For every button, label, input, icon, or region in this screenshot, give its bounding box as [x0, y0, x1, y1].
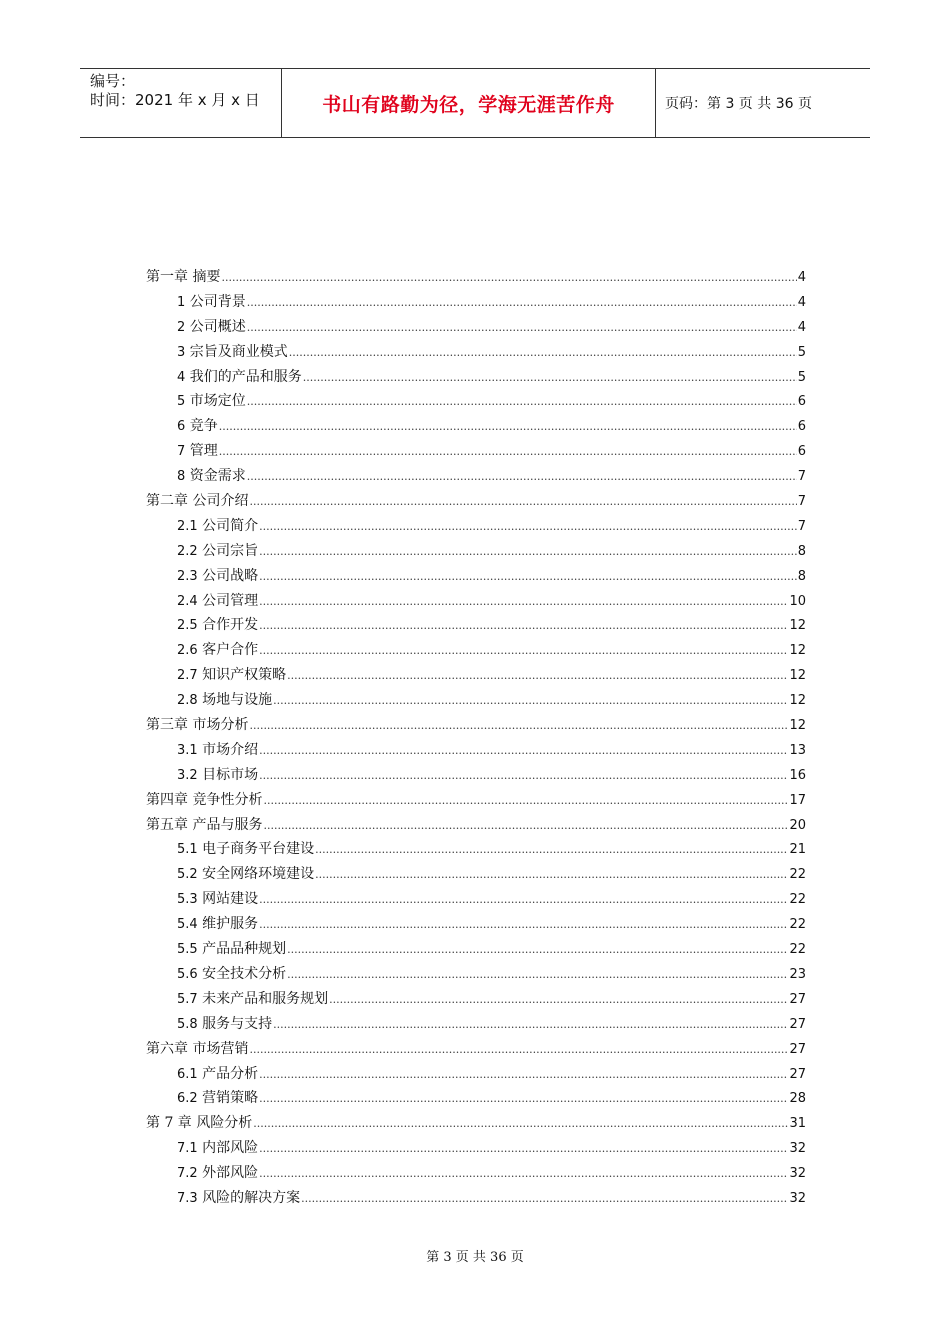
toc-dot-leader: [259, 1087, 788, 1112]
toc-entry[interactable]: [146, 564, 806, 589]
toc-entry-page: 6: [797, 394, 806, 410]
toc-entry-title: [146, 265, 220, 290]
toc-entry-text: 公司宗旨: [202, 542, 259, 559]
toc-dot-leader: [247, 316, 797, 341]
toc-entry-title: [177, 464, 246, 490]
toc-entry-number: 5.3: [177, 892, 198, 908]
toc-entry-page: 22: [789, 942, 806, 958]
toc-entry[interactable]: [146, 937, 806, 962]
toc-entry-title: [146, 1111, 252, 1136]
toc-entry-page: 4: [797, 270, 806, 285]
toc-entry-text: 第二章 公司介绍: [146, 493, 249, 510]
toc-dot-leader: [259, 739, 788, 764]
toc-entry-number: 2.5: [177, 618, 198, 634]
toc-entry-page: 21: [789, 842, 806, 858]
toc-entry-title: [177, 539, 258, 565]
toc-entry-page: 22: [789, 892, 806, 908]
toc-entry-text: 安全网络环境建设: [202, 866, 315, 883]
toc-entry[interactable]: [146, 414, 806, 439]
toc-entry[interactable]: [146, 688, 806, 713]
toc-dot-leader: [259, 614, 788, 639]
toc-entry[interactable]: [146, 638, 806, 663]
toc-entry-title: [177, 389, 246, 415]
toc-dot-leader: [303, 366, 797, 391]
toc-entry-page: 32: [789, 1166, 806, 1182]
toc-entry-number: 5.6: [177, 966, 198, 982]
toc-entry-text: 第四章 竞争性分析: [146, 791, 263, 808]
toc-entry-title: [177, 1062, 258, 1088]
toc-entry-title: [177, 1136, 258, 1162]
toc-entry[interactable]: [146, 1086, 806, 1111]
toc-entry-page: 16: [789, 767, 806, 783]
toc-entry-title: [177, 1161, 258, 1187]
header-middle-cell: [282, 69, 656, 137]
toc-dot-leader: [249, 1038, 788, 1063]
toc-entry-text: 我们的产品和服务: [189, 368, 302, 385]
toc-entry-title: [146, 489, 248, 514]
page-header: [80, 68, 870, 138]
toc-entry-number: 5.7: [177, 991, 198, 1007]
toc-entry-page: 22: [789, 867, 806, 883]
toc-entry-page: 12: [789, 618, 806, 634]
toc-entry-title: [177, 290, 246, 316]
toc-dot-leader: [247, 390, 797, 415]
toc-dot-leader: [259, 1063, 788, 1088]
toc-entry-page: 12: [789, 643, 806, 659]
toc-entry-text: 竞争: [189, 418, 218, 435]
toc-dot-leader: [259, 515, 797, 540]
toc-entry-number: 2.1: [177, 518, 198, 534]
toc-entry-title: [177, 414, 218, 440]
toc-entry-page: 6: [797, 444, 806, 460]
toc-entry-text: 公司战略: [202, 567, 259, 584]
toc-dot-leader: [259, 764, 788, 789]
toc-entry[interactable]: [146, 1062, 806, 1087]
toc-entry-title: [177, 738, 258, 764]
toc-entry-text: 资金需求: [189, 468, 246, 485]
toc-entry[interactable]: [146, 713, 806, 738]
toc-dot-leader: [287, 938, 788, 963]
toc-entry-text: 合作开发: [202, 617, 259, 634]
toc-entry-title: [177, 763, 258, 789]
toc-entry-text: 安全技术分析: [202, 965, 287, 982]
toc-entry-page: 12: [789, 718, 806, 734]
toc-entry-title: [177, 663, 286, 689]
toc-entry-page: 27: [789, 1041, 806, 1057]
toc-entry[interactable]: [146, 738, 806, 763]
toc-entry-page: 8: [797, 543, 806, 559]
toc-entry-text: 未来产品和服务规划: [202, 990, 329, 1007]
toc-entry[interactable]: [146, 862, 806, 887]
toc-entry[interactable]: [146, 315, 806, 340]
toc-entry[interactable]: [146, 987, 806, 1012]
toc-entry-text: 知识产权策略: [202, 667, 287, 684]
toc-entry-title: [177, 912, 258, 938]
toc-entry-text: 产品品种规划: [202, 941, 287, 958]
toc-entry-title: [177, 589, 258, 615]
toc-dot-leader: [315, 863, 788, 888]
toc-entry-number: 8: [177, 469, 186, 485]
toc-entry-page: 28: [789, 1091, 806, 1107]
toc-entry-text: 公司管理: [202, 592, 259, 609]
toc-entry-title: [177, 962, 286, 988]
toc-entry[interactable]: [146, 265, 806, 290]
toc-entry-page: 31: [789, 1116, 806, 1132]
toc-entry-page: 13: [789, 742, 806, 758]
toc-entry-number: 7.2: [177, 1166, 198, 1182]
toc-entry[interactable]: [146, 464, 806, 489]
toc-entry-page: 4: [797, 319, 806, 335]
toc-entry[interactable]: [146, 1037, 806, 1062]
toc-entry-title: [177, 837, 314, 863]
toc-entry-text: 营销策略: [202, 1090, 259, 1107]
toc-entry[interactable]: [146, 365, 806, 390]
toc-entry-title: [177, 1186, 300, 1212]
toc-entry-text: 公司概述: [189, 318, 246, 335]
toc-dot-leader: [259, 590, 788, 615]
toc-entry[interactable]: [146, 887, 806, 912]
toc-entry-number: 5.8: [177, 1016, 198, 1032]
toc-entry-number: 2.2: [177, 543, 198, 559]
toc-entry[interactable]: [146, 1136, 806, 1161]
toc-entry[interactable]: [146, 1111, 806, 1136]
toc-entry-title: [146, 1037, 248, 1062]
toc-entry[interactable]: [146, 1186, 806, 1211]
toc-entry-page: 10: [789, 593, 806, 609]
toc-entry-text: 目标市场: [202, 766, 259, 783]
toc-dot-leader: [249, 490, 796, 515]
toc-entry-number: 2.7: [177, 668, 198, 684]
toc-dot-leader: [219, 440, 797, 465]
toc-entry-page: 32: [789, 1190, 806, 1206]
toc-entry-number: 1: [177, 294, 186, 310]
toc-entry-title: [177, 613, 258, 639]
toc-entry-text: 客户合作: [202, 642, 259, 659]
toc-entry-number: 7.3: [177, 1190, 198, 1206]
toc-entry-page: 23: [789, 966, 806, 982]
toc-entry-title: [177, 315, 246, 341]
toc-entry-text: 第五章 产品与服务: [146, 816, 263, 833]
toc-entry-title: [177, 564, 258, 590]
toc-entry-number: 7.1: [177, 1141, 198, 1157]
toc-entry[interactable]: [146, 589, 806, 614]
toc-entry-page: 4: [797, 294, 806, 310]
page-footer: 第 3 页 共 36 页: [426, 1250, 524, 1265]
toc-entry[interactable]: [146, 389, 806, 414]
toc-entry[interactable]: [146, 290, 806, 315]
toc-dot-leader: [301, 1187, 788, 1212]
toc-entry-number: 5.1: [177, 842, 198, 858]
toc-dot-leader: [287, 963, 788, 988]
toc-entry-page: 5: [797, 344, 806, 360]
toc-entry-title: [177, 1012, 272, 1038]
toc-dot-leader: [247, 465, 797, 490]
toc-entry-title: [177, 688, 272, 714]
toc-entry-page: 27: [789, 991, 806, 1007]
toc-entry-text: 第 7 章 风险分析: [146, 1115, 253, 1132]
toc-entry-title: [177, 340, 288, 366]
toc-entry-number: 5.2: [177, 867, 198, 883]
toc-dot-leader: [263, 814, 788, 839]
toc-entry-title: [177, 638, 258, 664]
toc-entry-text: 网站建设: [202, 891, 259, 908]
toc-entry-page: 20: [789, 817, 806, 833]
toc-entry-page: 8: [797, 568, 806, 584]
toc-entry-number: 5.5: [177, 942, 198, 958]
toc-entry-title: [146, 713, 248, 738]
header-page-info: 页码：第 3 页 共 36 页: [665, 96, 812, 112]
toc-entry[interactable]: [146, 514, 806, 539]
toc-entry-number: 3: [177, 344, 186, 360]
toc-dot-leader: [273, 689, 788, 714]
toc-dot-leader: [249, 714, 788, 739]
toc-dot-leader: [259, 540, 797, 565]
toc-dot-leader: [259, 1162, 788, 1187]
toc-entry[interactable]: [146, 340, 806, 365]
toc-entry-title: [177, 937, 286, 963]
header-right-cell: [656, 69, 870, 137]
toc-entry-text: 公司简介: [202, 517, 259, 534]
toc-dot-leader: [315, 838, 788, 863]
toc-entry-page: 12: [789, 693, 806, 709]
toc-entry-title: [177, 987, 328, 1013]
toc-entry[interactable]: [146, 763, 806, 788]
document-number-label: 编号：: [90, 72, 136, 90]
toc-entry-page: 7: [797, 494, 806, 510]
toc-entry-number: 5.4: [177, 917, 198, 933]
toc-entry-number: 2.3: [177, 568, 198, 584]
toc-entry-page: 17: [789, 792, 806, 808]
toc-entry-title: [146, 788, 262, 813]
toc-dot-leader: [219, 415, 797, 440]
toc-entry-number: 7: [177, 444, 186, 460]
toc-entry-page: 22: [789, 917, 806, 933]
toc-entry[interactable]: [146, 813, 806, 838]
toc-entry-number: 2.4: [177, 593, 198, 609]
toc-entry-title: [177, 439, 218, 465]
toc-entry[interactable]: [146, 1161, 806, 1186]
toc-dot-leader: [253, 1112, 788, 1137]
toc-entry-text: 电子商务平台建设: [202, 841, 315, 858]
toc-dot-leader: [259, 565, 797, 590]
header-motto: 书山有路勤为径，学海无涯苦作舟: [322, 93, 615, 116]
toc-dot-leader: [259, 888, 788, 913]
toc-dot-leader: [259, 1137, 788, 1162]
toc-entry[interactable]: [146, 837, 806, 862]
toc-dot-leader: [263, 789, 788, 814]
toc-entry-title: [177, 365, 302, 391]
toc-entry[interactable]: [146, 663, 806, 688]
toc-entry-page: 7: [797, 518, 806, 534]
document-time-label: 时间：2021 年 x 月 x 日: [90, 91, 260, 109]
toc-entry-page: 27: [789, 1066, 806, 1082]
table-of-contents: [146, 265, 806, 1211]
toc-entry-title: [177, 514, 258, 540]
toc-entry-title: [177, 862, 314, 888]
toc-entry-title: [146, 813, 262, 838]
toc-entry-number: 3.2: [177, 767, 198, 783]
toc-dot-leader: [259, 639, 788, 664]
toc-entry-text: 第一章 摘要: [146, 269, 221, 285]
toc-entry-text: 内部风险: [202, 1140, 259, 1157]
toc-entry-page: 27: [789, 1016, 806, 1032]
toc-dot-leader: [289, 341, 797, 366]
toc-entry-text: 风险的解决方案: [202, 1189, 301, 1206]
toc-entry-text: 服务与支持: [202, 1015, 273, 1032]
toc-entry-text: 维护服务: [202, 916, 259, 933]
toc-entry-text: 宗旨及商业模式: [189, 343, 288, 360]
toc-entry-text: 第六章 市场营销: [146, 1040, 249, 1057]
toc-entry-text: 市场介绍: [202, 741, 259, 758]
toc-entry[interactable]: [146, 1012, 806, 1037]
toc-entry[interactable]: [146, 912, 806, 937]
toc-entry[interactable]: [146, 788, 806, 813]
toc-entry-text: 市场定位: [189, 393, 246, 410]
toc-entry-page: 6: [797, 419, 806, 435]
toc-entry[interactable]: [146, 539, 806, 564]
toc-dot-leader: [329, 988, 788, 1013]
toc-entry-number: 3.1: [177, 742, 198, 758]
header-left-cell: [80, 69, 282, 137]
toc-entry-text: 场地与设施: [202, 692, 273, 709]
toc-dot-leader: [273, 1013, 788, 1038]
toc-entry[interactable]: [146, 489, 806, 514]
toc-entry-text: 外部风险: [202, 1165, 259, 1182]
toc-entry-number: 2.8: [177, 693, 198, 709]
toc-entry-number: 6: [177, 419, 186, 435]
toc-entry-number: 6.1: [177, 1066, 198, 1082]
toc-entry-number: 4: [177, 369, 186, 385]
toc-entry-number: 6.2: [177, 1091, 198, 1107]
toc-entry-page: 12: [789, 668, 806, 684]
toc-entry-text: 产品分析: [202, 1065, 259, 1082]
toc-dot-leader: [221, 266, 796, 291]
toc-entry[interactable]: [146, 439, 806, 464]
toc-entry-page: 5: [797, 369, 806, 385]
toc-entry[interactable]: [146, 962, 806, 987]
toc-dot-leader: [287, 664, 788, 689]
toc-entry-text: 管理: [189, 443, 218, 460]
toc-entry-title: [177, 887, 258, 913]
toc-entry-text: 公司背景: [189, 293, 246, 310]
toc-entry[interactable]: [146, 613, 806, 638]
toc-dot-leader: [259, 913, 788, 938]
toc-entry-number: 2: [177, 319, 186, 335]
toc-entry-title: [177, 1086, 258, 1112]
toc-entry-number: 5: [177, 394, 186, 410]
toc-dot-leader: [247, 291, 797, 316]
toc-entry-page: 32: [789, 1141, 806, 1157]
toc-entry-page: 7: [797, 469, 806, 485]
toc-entry-text: 第三章 市场分析: [146, 717, 249, 734]
toc-entry-number: 2.6: [177, 643, 198, 659]
